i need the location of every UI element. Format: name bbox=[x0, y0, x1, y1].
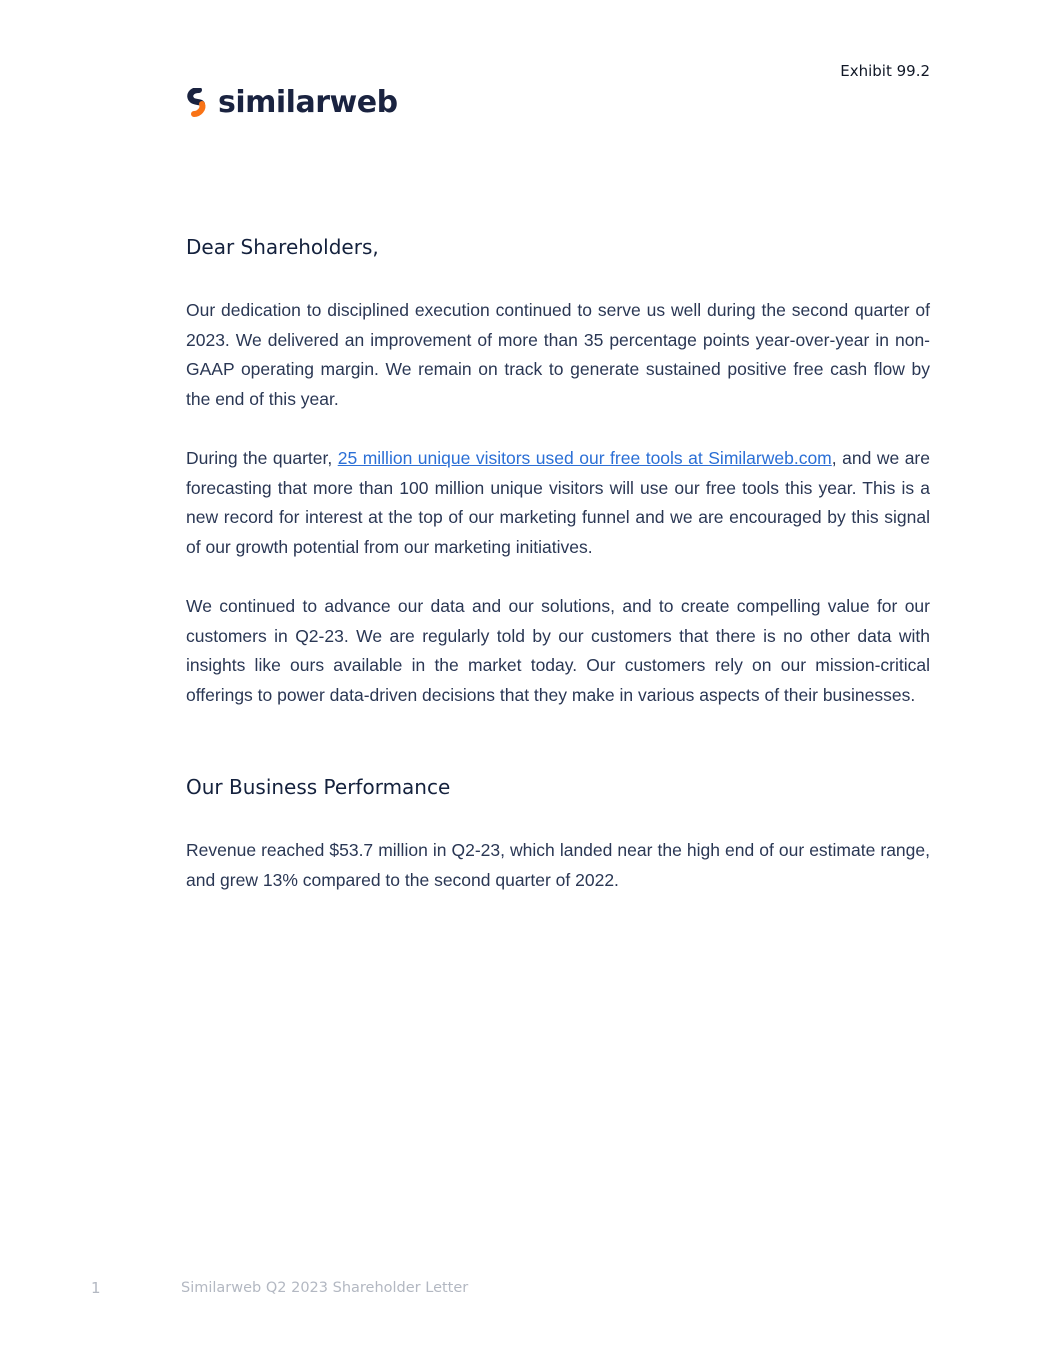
logo-wordmark: similarweb bbox=[218, 85, 398, 120]
similarweb-logo-icon bbox=[186, 88, 212, 118]
business-performance-heading: Our Business Performance bbox=[186, 775, 451, 799]
free-tools-link[interactable]: 25 million unique visitors used our free tools at Similarweb.com bbox=[337, 448, 832, 468]
footer-document-title: Similarweb Q2 2023 Shareholder Letter bbox=[181, 1280, 469, 1296]
exhibit-label: Exhibit 99.2 bbox=[840, 62, 930, 80]
paragraph-solutions: We continued to advance our data and our solutions, and to create compelling value for our customers in Q2-23. We are regularly told by our customers that there is no other data with insights like ours available in the market today. Our customers rely on our mission-critical offerings to power data-driven decisions that they make in various aspects of their businesses. bbox=[186, 596, 930, 705]
paragraph-visitors bbox=[186, 444, 930, 562]
greeting-heading: Dear Shareholders, bbox=[186, 235, 379, 259]
similarweb-logo bbox=[186, 84, 398, 122]
letter-body bbox=[186, 232, 930, 895]
paragraph-visitors-lead: During the quarter, bbox=[186, 448, 338, 468]
paragraph-revenue: Revenue reached $53.7 million in Q2-23, which landed near the high end of our estimate range, and grew 13% compared to the second quarter of 2022. bbox=[186, 840, 930, 890]
page-number: 1 bbox=[91, 1279, 101, 1297]
paragraph-visitors-rest: , and we are forecasting that more than 100 million unique visitors will use our free tools this year. This is a new record for interest at the top of our marketing funnel and we are encouraged by this signal of our growth potential from our marketing initiatives. bbox=[186, 448, 930, 557]
paragraph-discipline: Our dedication to disciplined execution continued to serve us well during the second quarter of 2023. We delivered an improvement of more than 35 percentage points year-over-year in non-GAAP operating margin. We remain on track to generate sustained positive free cash flow by the end of this year. bbox=[186, 300, 930, 409]
